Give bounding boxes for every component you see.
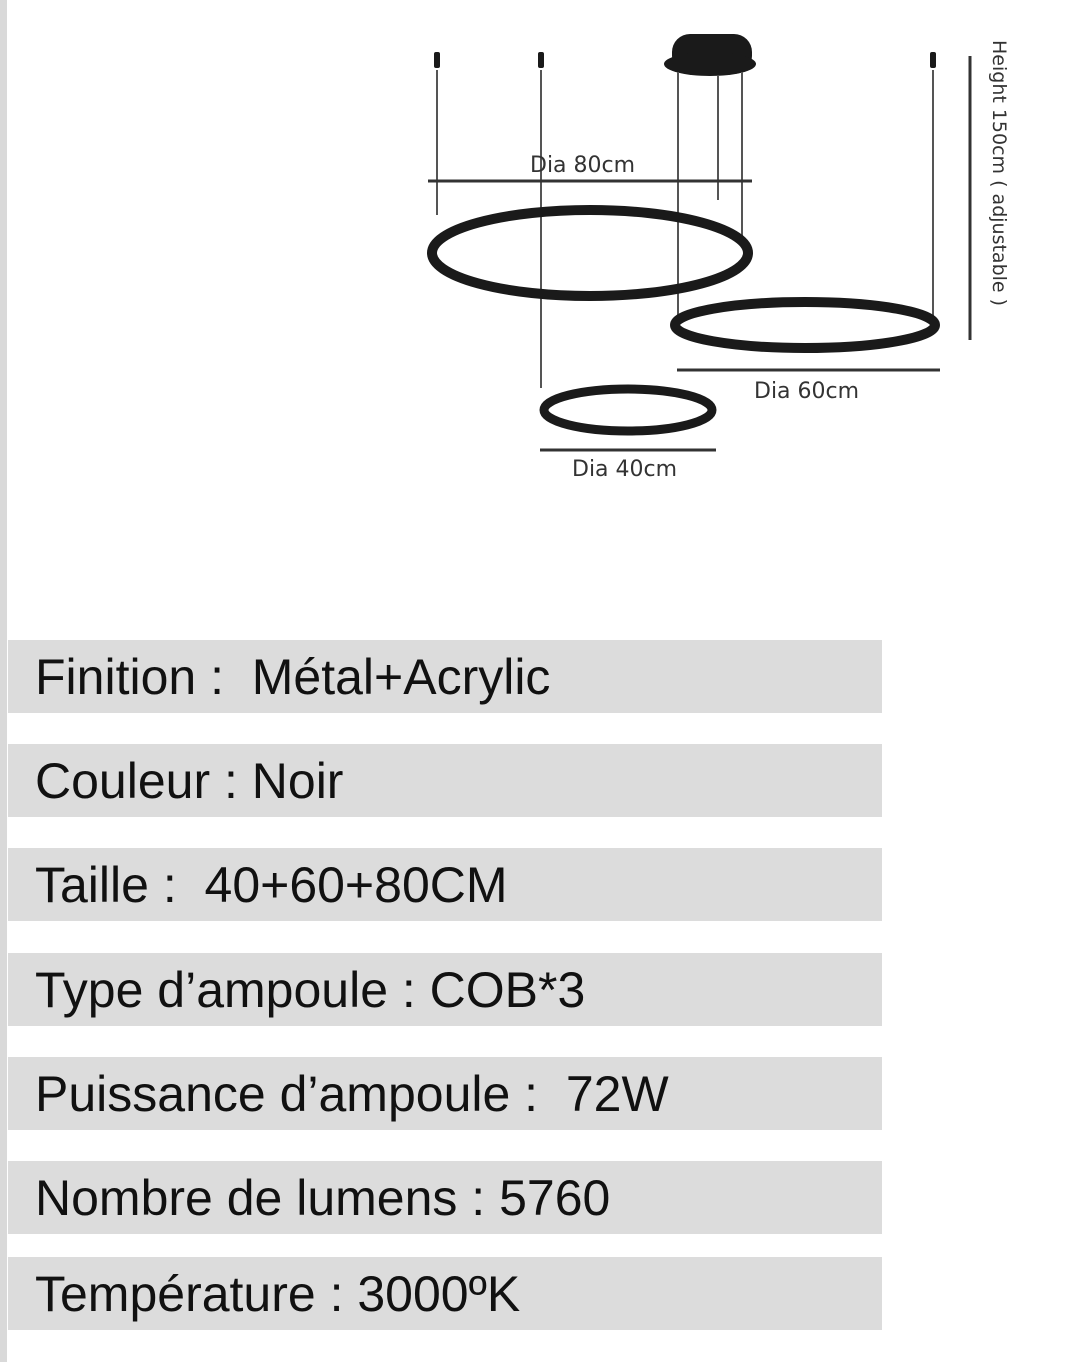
height-label: Height 150cm ( adjustable ): [988, 40, 1010, 307]
spec-row-taille: Taille : 40+60+80CM: [8, 848, 882, 921]
dimension-lines: [428, 56, 970, 450]
spec-row-couleur: Couleur : Noir: [8, 744, 882, 817]
lamp-dimension-diagram: [0, 0, 1080, 560]
dimension-label-40: Dia 40cm: [572, 457, 678, 482]
spec-row-temperature: Température : 3000ºK: [8, 1257, 882, 1330]
spec-row-type-ampoule: Type d’ampoule : COB*3: [8, 953, 882, 1026]
ceiling-canopy: [664, 34, 756, 76]
ring-40: [544, 389, 712, 431]
suspension-cables: [437, 70, 933, 388]
ring-60: [675, 302, 935, 348]
dimension-label-60: Dia 60cm: [754, 379, 860, 404]
spec-row-finition: Finition : Métal+Acrylic: [8, 640, 882, 713]
spec-row-puissance: Puissance d’ampoule : 72W: [8, 1057, 882, 1130]
spec-row-lumens: Nombre de lumens : 5760: [8, 1161, 882, 1234]
ring-80: [432, 210, 748, 296]
dimension-label-80: Dia 80cm: [530, 153, 636, 178]
